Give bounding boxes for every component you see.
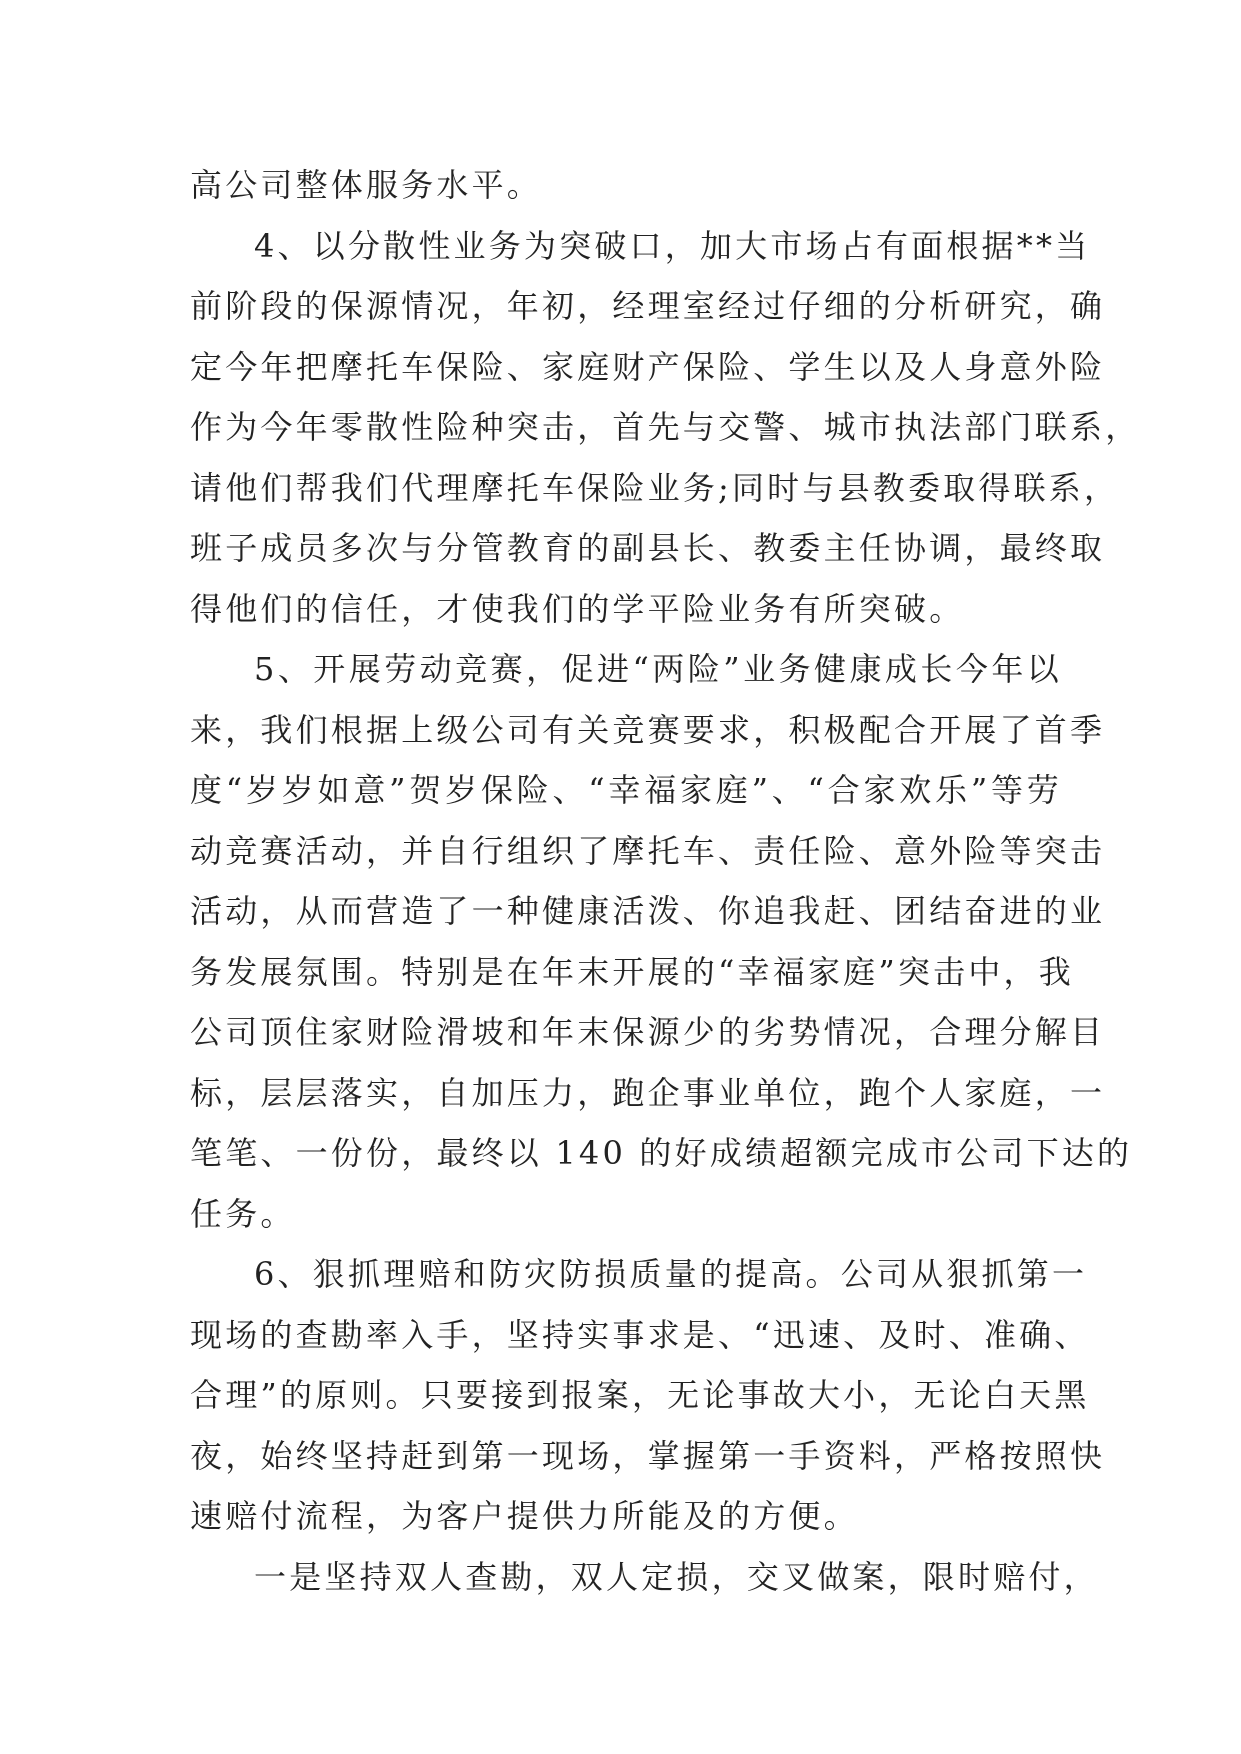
text-line: 笔笔、一份份，最终以 140 的好成绩超额完成市公司下达的 [190,1134,1133,1172]
text-line: 务发展氛围。特别是在年末开展的“幸福家庭”突击中，我 [190,952,1074,991]
paragraph-heading-6: 6、狠抓理赔和防灾防损质量的提高。公司从狠抓第一 [254,1255,1088,1293]
text-line: 班子成员多次与分管教育的副县长、教委主任协调，最终取 [190,529,1106,567]
text-line: 公司顶住家财险滑坡和年末保源少的劣势情况，合理分解目 [190,1013,1106,1051]
text-line: 度“岁岁如意”贺岁保险、“幸福家庭”、“合家欢乐”等劳 [190,771,1062,809]
paragraph-heading-5: 5、开展劳动竞赛，促进“两险”业务健康成长今年以 [254,650,1062,688]
text-line: 作为今年零散性险种突击，首先与交警、城市执法部门联系， [190,408,1141,446]
paragraph-heading-4: 4、以分散性业务为突破口，加大市场占有面根据**当 [254,226,1091,265]
text-line: 现场的查勘率入手，坚持实事求是、“迅速、及时、准确、 [190,1315,1090,1354]
text-line: 请他们帮我们代理摩托车保险业务;同时与县教委取得联系， [190,468,1120,507]
text-line: 来，我们根据上级公司有关竞赛要求，积极配合开展了首季 [190,710,1106,749]
text-line: 夜，始终坚持赶到第一现场，掌握第一手资料，严格按照快 [190,1436,1106,1475]
text-line: 高公司整体服务水平。 [190,166,543,204]
text-line: 定今年把摩托车保险、家庭财产保险、学生以及人身意外险 [190,347,1106,386]
text-line: 前阶段的保源情况，年初，经理室经过仔细的分析研究，确 [190,287,1106,325]
text-line: 标，层层落实，自加压力，跑企事业单位，跑个人家庭，一 [190,1073,1106,1112]
paragraph-point-1: 一是坚持双人查勘，双人定损，交叉做案，限时赔付， [254,1557,1099,1596]
text-line: 速赔付流程，为客户提供力所能及的方便。 [190,1497,859,1535]
text-line: 合理”的原则。只要接到报案，无论事故大小，无论白天黑 [190,1376,1090,1414]
text-line: 任务。 [190,1194,296,1233]
text-line: 得他们的信任，才使我们的学平险业务有所突破。 [190,589,965,628]
document-body [190,155,1141,1607]
text-line: 动竞赛活动，并自行组织了摩托车、责任险、意外险等突击 [190,831,1106,870]
text-line: 活动，从而营造了一种健康活泼、你追我赶、团结奋进的业 [190,892,1106,930]
